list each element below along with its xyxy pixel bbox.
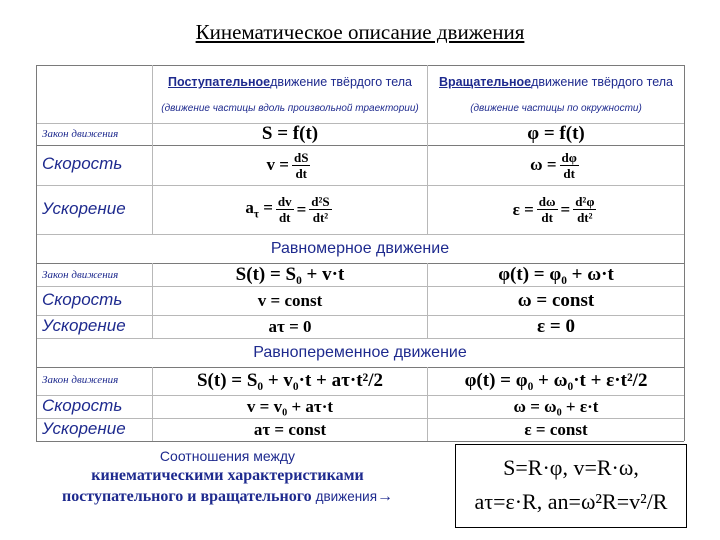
label-acceleration-accel: Ускорение [42, 419, 126, 438]
uniform-velocity-translational: v = const [257, 290, 323, 310]
label-velocity-accel: Скорость [42, 396, 123, 415]
accel-acceleration-translational: aτ = const [253, 419, 327, 439]
relations-line1: Соотношения между [159, 448, 296, 464]
relations-line2: кинематическими характеристиками [91, 467, 364, 484]
label-acceleration-uniform: Ускорение [42, 316, 126, 335]
uniform-law-translational: S(t) = S₀ + v·t [235, 263, 345, 285]
velocity-rotational: ω = $\frac{d\varphi}{dt}$ [530, 149, 577, 181]
relations-caption [0, 448, 455, 506]
header-rotational-sub: (движение частицы по окружности) [470, 102, 642, 114]
label-law-accel: Закон движения [42, 374, 119, 386]
acceleration-translational: $a_\tau$ = $\frac{dv}{dt}$ = $\frac{\text{d²S}}{\text{dt²}}$ [245, 194, 330, 225]
relations-formula-line2: aτ=ε·R, an=ω²R=v²/R [474, 489, 668, 514]
acceleration-rotational: ε = $\frac{d\omega}{dt}$ = $\frac{\text{d²φ}}{\text{dt²}}$ [512, 194, 595, 225]
arrow-icon: → [377, 488, 394, 505]
law-rotational: φ = f(t) [527, 123, 585, 144]
accel-velocity-rotational: ω = ω₀ + ε·t [513, 396, 599, 416]
relations-formula-line1: S=R·φ, v=R·ω, [503, 455, 639, 480]
section-uniform: Равномерное движение [270, 240, 450, 257]
uniform-acceleration-rotational: ε = 0 [537, 315, 575, 337]
accel-acceleration-rotational: ε = const [524, 419, 588, 439]
label-law-general: Закон движения [42, 128, 119, 140]
header-translational: Поступательное движение твёрдого тела [168, 75, 412, 89]
section-uniform-accel: Равнопеременное движение [253, 344, 467, 361]
accel-law-rotational: φ(t) = φ₀ + ω₀·t + ε·t²/2 [464, 370, 648, 391]
uniform-law-rotational: φ(t) = φ₀ + ω·t [498, 263, 614, 285]
label-law-uniform: Закон движения [42, 269, 119, 281]
relations-formula-box [455, 444, 687, 528]
label-velocity-uniform: Скорость [42, 290, 123, 309]
relations-line3: поступательного и вращательного движения→ [61, 488, 394, 505]
page-title: Кинематическое описание движения [195, 20, 525, 44]
label-velocity-general: Скорость [42, 154, 123, 173]
law-translational: S = f(t) [261, 123, 319, 144]
accel-velocity-translational: v = v₀ + aτ·t [246, 396, 334, 416]
header-translational-sub: (движение частицы вдоль произвольной траектории) [161, 102, 419, 114]
header-rotational: Вращательное движение твёрдого тела [439, 75, 673, 89]
velocity-translational: v = $\frac{dS}{dt}$ [266, 149, 309, 181]
kinematics-table [36, 65, 684, 441]
uniform-velocity-rotational: ω = const [517, 289, 595, 311]
label-acceleration-general: Ускорение [42, 199, 126, 218]
uniform-acceleration-translational: aτ = 0 [268, 316, 312, 336]
accel-law-translational: S(t) = S₀ + v₀·t + aτ·t²/2 [196, 370, 384, 391]
